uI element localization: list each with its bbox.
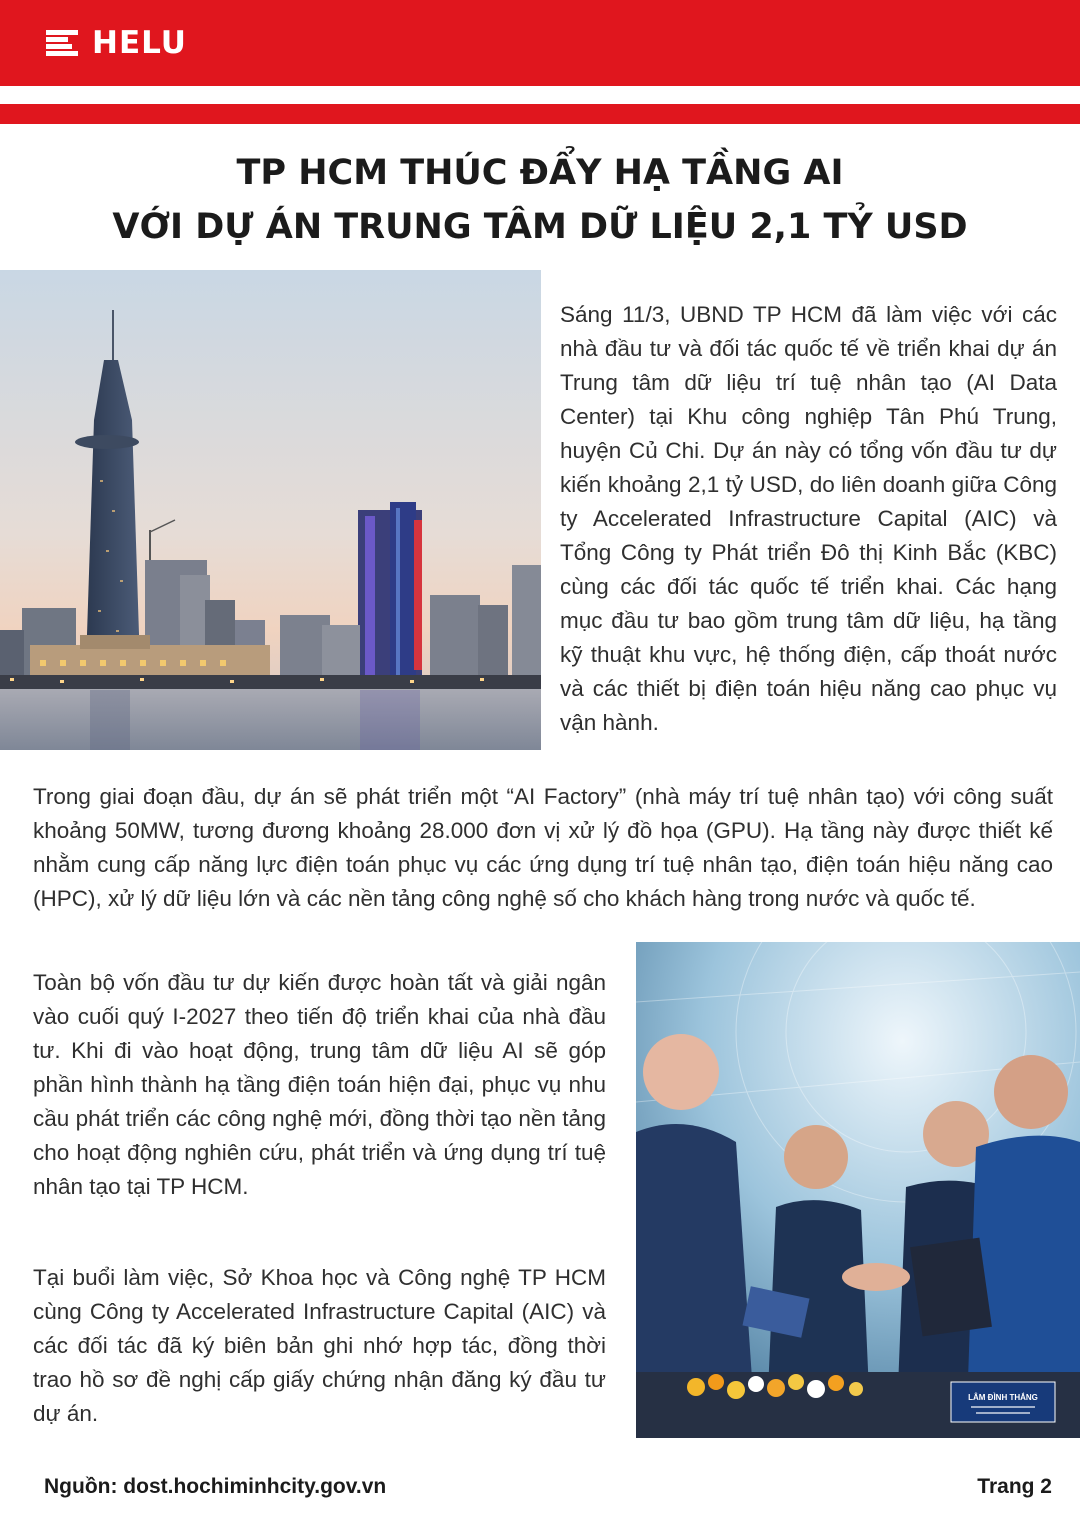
- title-line-2: VỚI DỰ ÁN TRUNG TÂM DỮ LIỆU 2,1 TỶ USD: [112, 207, 968, 247]
- brand-logo: [46, 26, 187, 60]
- paragraph-intro: Sáng 11/3, UBND TP HCM đã làm việc với các nhà đầu tư và đối tác quốc tế về triển khai dự án Trung tâm dữ liệu trí tuệ nhân tạo (AI Data Center) tại Khu công nghiệp Tân Phú Trung, huyện Củ Chi. Dự án này có tổng vốn đầu tư dự kiến khoảng 2,1 tỷ USD, do liên doanh giữa Công ty Accelerated Infrastructure Capital (AIC) và Tổng Công ty Phát triển Đô thị Kinh Bắc (KBC) cùng các đối tác quốc tế triển khai. Các hạng mục đầu tư bao gồm trung tâm dữ liệu, hạ tầng kỹ thuật khu vực, hệ thống điện, cấp thoát nước và các thiết bị điện toán hiệu năng cao phục vụ vận hành.: [560, 302, 1057, 735]
- header-rule: [0, 104, 1080, 124]
- footer-page-number: Trang 2: [977, 1475, 1052, 1498]
- page-title: [0, 146, 1080, 254]
- paragraph-phase-one: Trong giai đoạn đầu, dự án sẽ phát triển một “AI Factory” (nhà máy trí tuệ nhân tạo) với công suất khoảng 50MW, tương đương khoảng 28.000 đơn vị xử lý đồ họa (GPU). Hạ tầng này được thiết kế nhằm cung cấp năng lực điện toán phục vụ các ứng dụng trí tuệ nhân tạo, điện toán hiệu năng cao (HPC), xử lý dữ liệu lớn và các nền tảng công nghệ số cho khách hàng trong nước và quốc tế.: [33, 784, 1053, 911]
- title-line-1: TP HCM THÚC ĐẨY HẠ TẦNG AI: [236, 153, 844, 193]
- nameplate-text: LÂM ĐÌNH THẮNG: [968, 1393, 1038, 1402]
- paragraph-signing: Tại buổi làm việc, Sở Khoa học và Công nghệ TP HCM cùng Công ty Accelerated Infrastructure Capital (AIC) và các đối tác đã ký biên bản ghi nhớ hợp tác, đồng thời trao hồ sơ đề nghị cấp giấy chứng nhận đăng ký đầu tư dự án.: [33, 1265, 606, 1426]
- skyline-photo: [0, 270, 541, 750]
- signing-ceremony-photo: [636, 942, 1080, 1438]
- footer-source: Nguồn: dost.hochiminhcity.gov.vn: [44, 1475, 387, 1498]
- brand-name: HELU: [92, 25, 187, 61]
- paragraph-investment-timeline: Toàn bộ vốn đầu tư dự kiến được hoàn tất và giải ngân vào cuối quý I-2027 theo tiến độ triển khai của nhà đầu tư. Khi đi vào hoạt động, trung tâm dữ liệu AI sẽ góp phần hình thành hạ tầng điện toán hiện đại, phục vụ nhu cầu phát triển các công nghệ mới, đồng thời tạo nền tảng cho hoạt động nghiên cứu, phát triển và ứng dụng trí tuệ nhân tạo tại TP HCM.: [33, 970, 606, 1199]
- logo-mark-icon: [46, 28, 78, 58]
